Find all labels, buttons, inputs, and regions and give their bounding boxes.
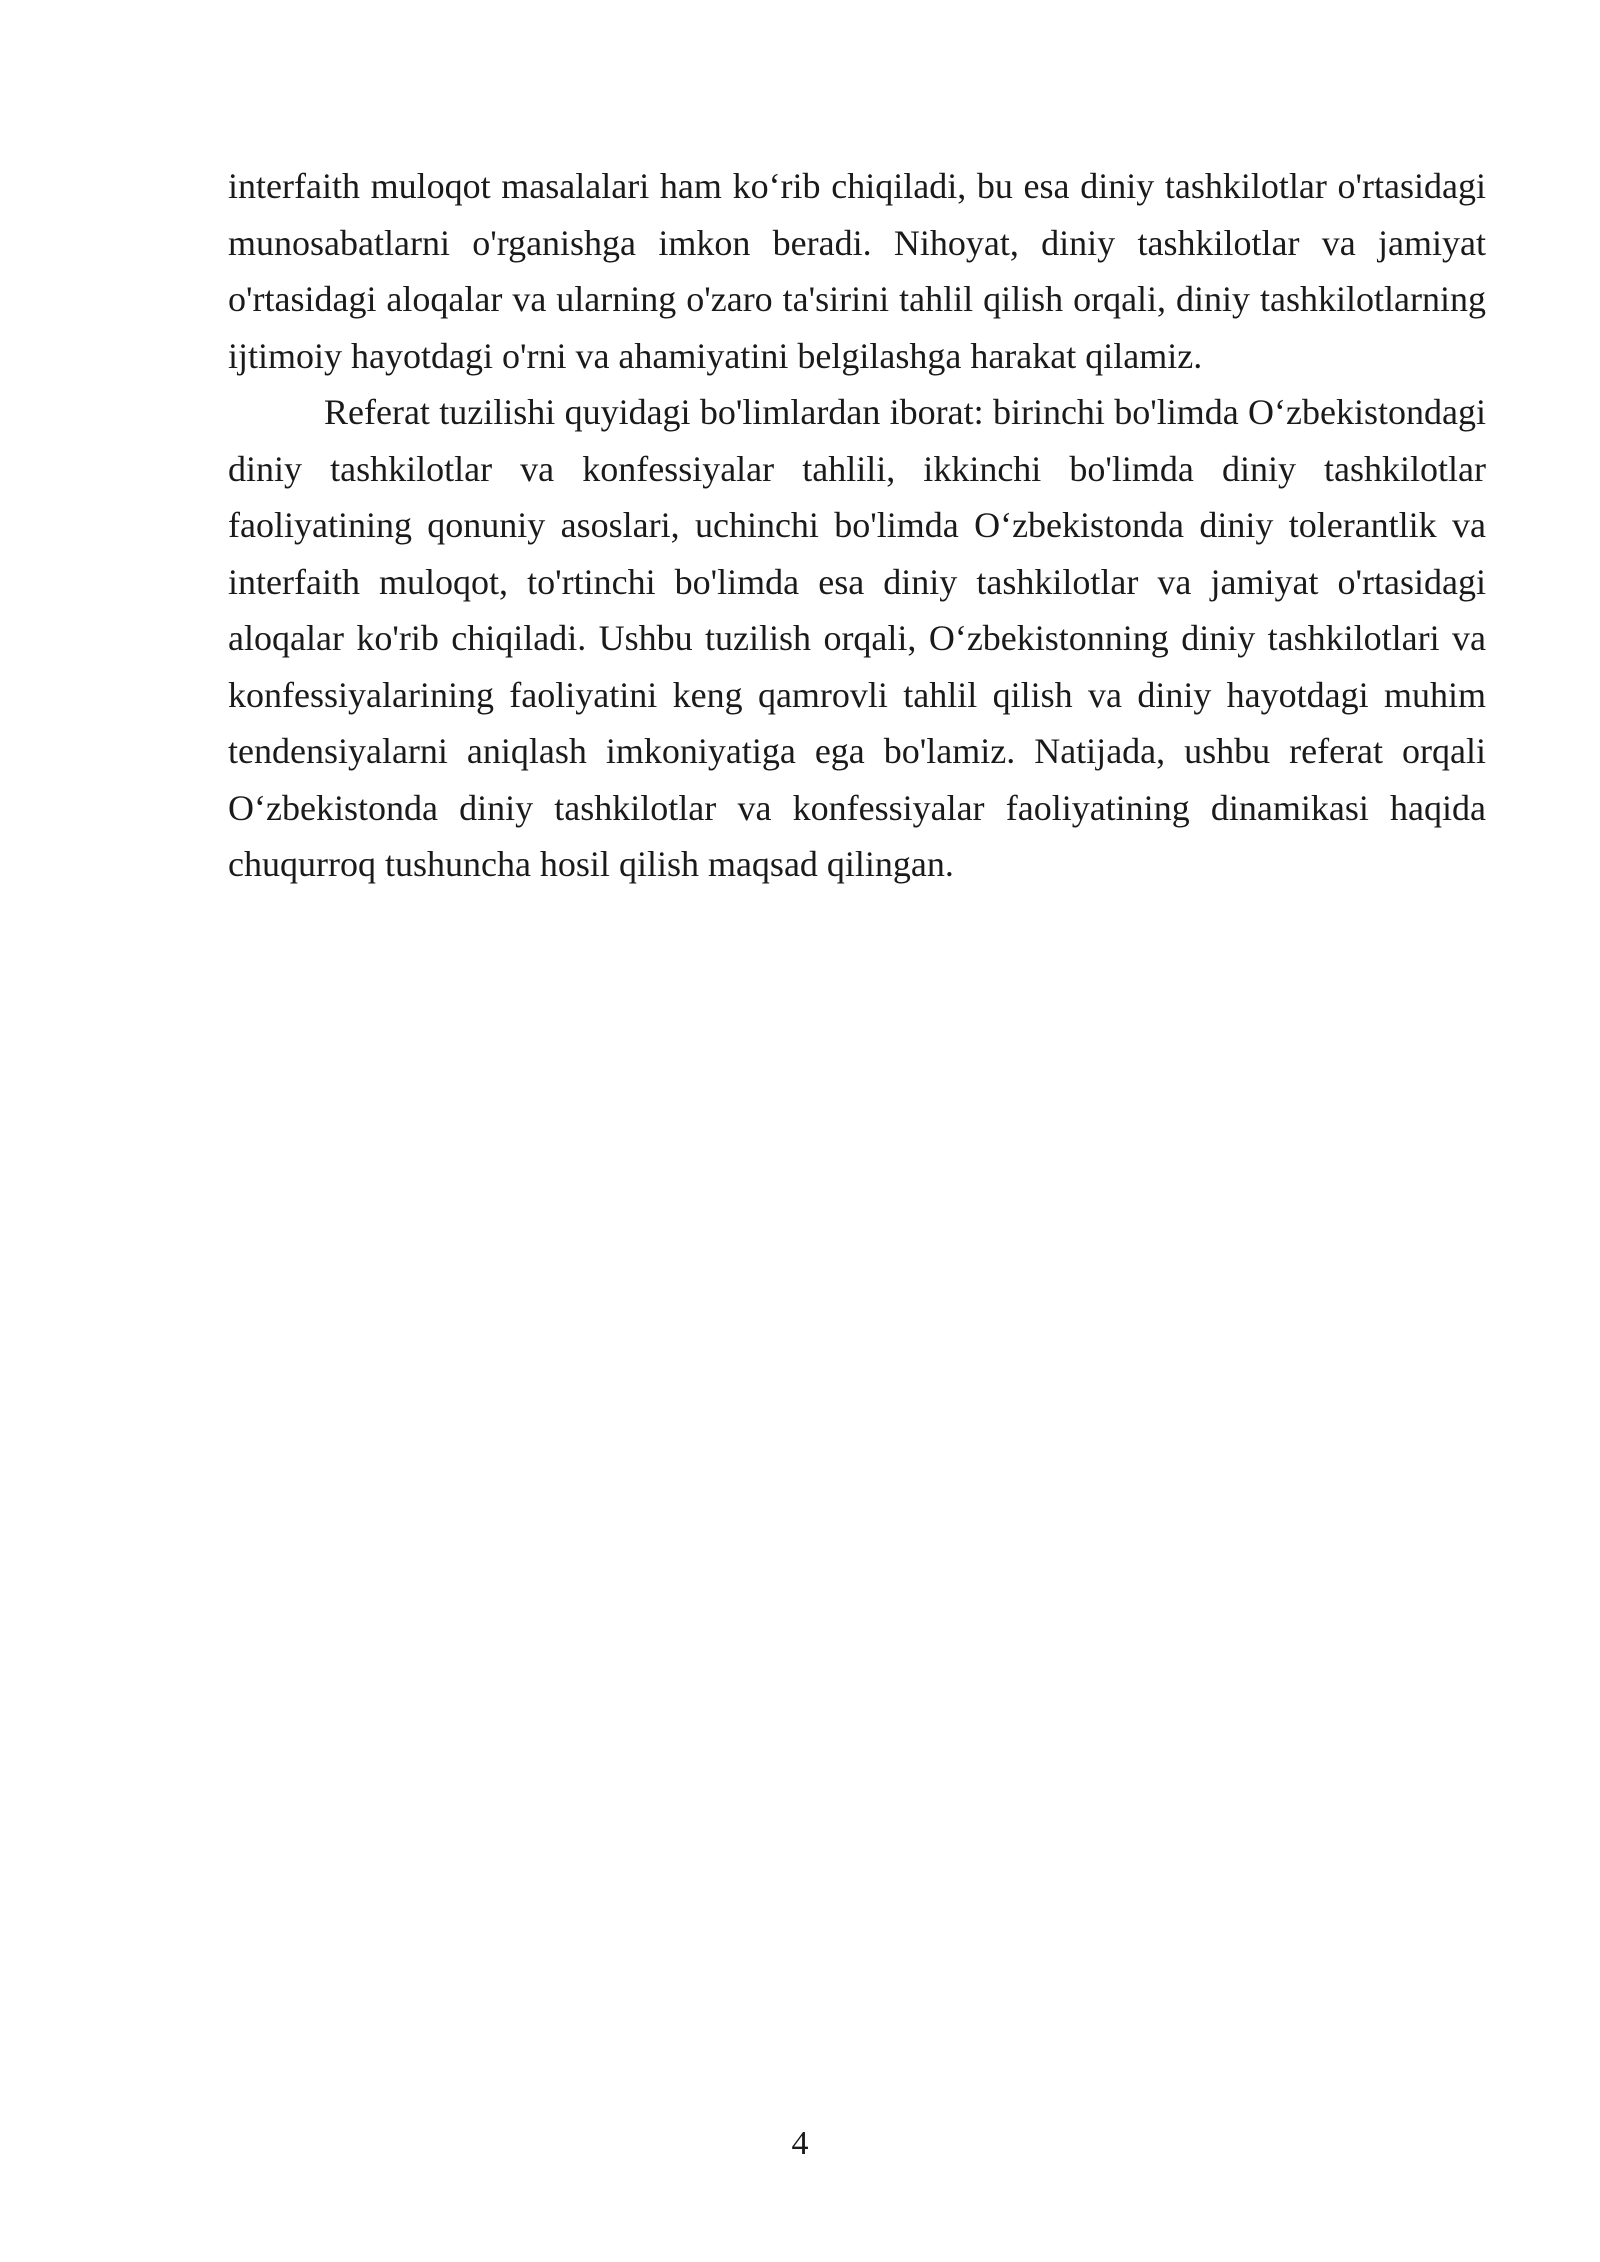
text-body [228, 158, 1486, 893]
paragraph-structure: Referat tuzilishi quyidagi bo'limlardan iborat: birinchi bo'limda O‘zbekistondagi diniy tashkilotlar va konfessiyalar tahlili, ikkinchi bo'limda diniy tashkilotlar faoliyatining qonuniy asoslari, uchinchi bo'limda O‘zbekistonda diniy tolerantlik va interfaith muloqot, to'rtinchi bo'limda esa diniy tashkilotlar va jamiyat o'rtasidagi aloqalar ko'rib chiqiladi. Ushbu tuzilish orqali, O‘zbekistonning diniy tashkilotlari va konfessiyalarining faoliyatini keng qamrovli tahlil qilish va diniy hayotdagi muhim tendensiyalarni aniqlash imkoniyatiga ega bo'lamiz. Natijada, ushbu referat orqali O‘zbekistonda diniy tashkilotlar va konfessiyalar faoliyatining dinamikasi haqida chuqurroq tushuncha hosil qilish maqsad qilingan. [228, 392, 1486, 884]
paragraph-continued: interfaith muloqot masalalari ham ko‘rib chiqiladi, bu esa diniy tashkilotlar o'rtasidagi munosabatlarni o'rganishga imkon beradi. Nihoyat, diniy tashkilotlar va jamiyat o'rtasidagi aloqalar va ularning o'zaro ta'sirini tahlil qilish orqali, diniy tashkilotlarning ijtimoiy hayotdagi o'rni va ahamiyatini belgilashga harakat qilamiz. [228, 166, 1486, 376]
page-number: 4 [791, 2125, 809, 2162]
